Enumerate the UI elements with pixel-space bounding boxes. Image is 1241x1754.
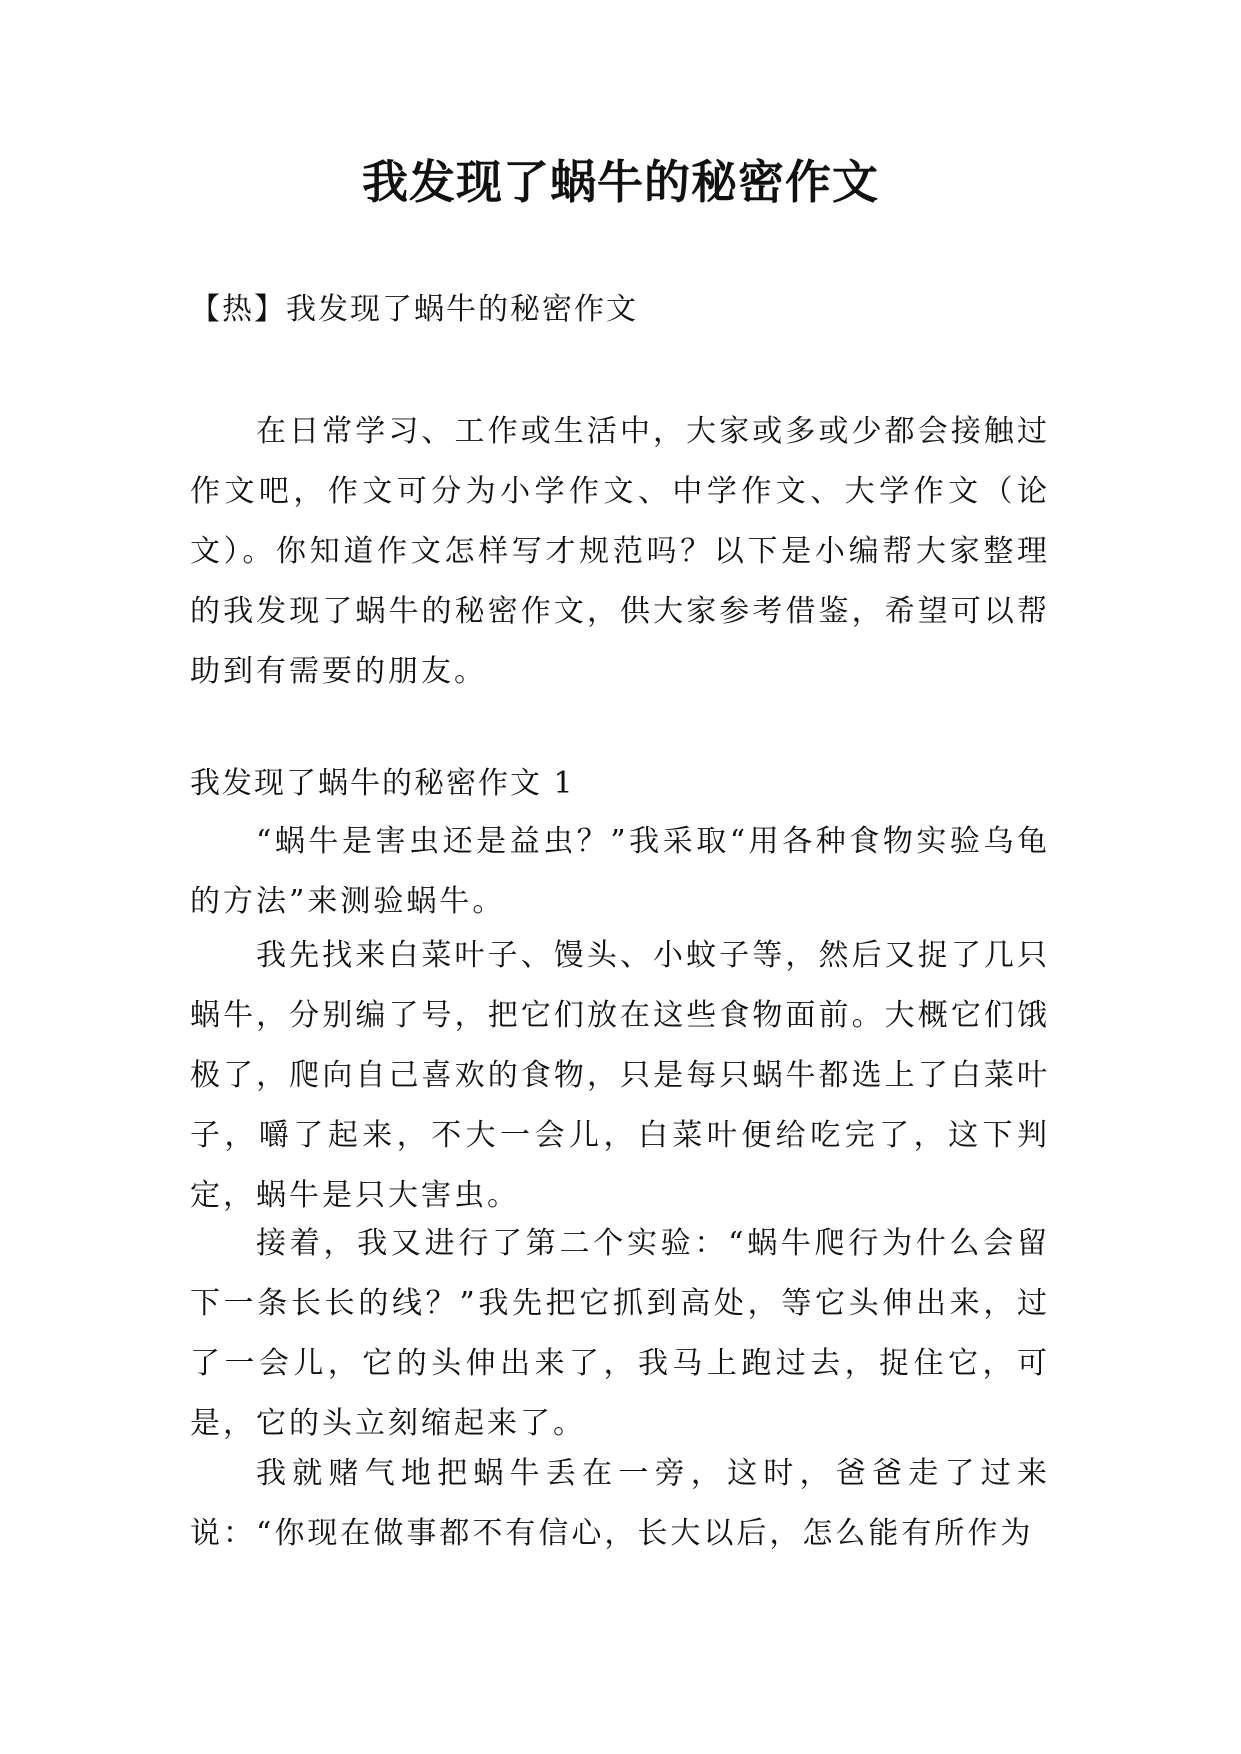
body-paragraph-1: “蜗牛是害虫还是益虫？”我采取“用各种食物实验乌龟的方法”来测验蜗牛。 <box>190 824 1050 919</box>
body-paragraph-3: 接着，我又进行了第二个实验：“蜗牛爬行为什么会留下一条长长的线？”我先把它抓到高处，等它头伸出来，过了一会儿，它的头伸出来了，我马上跑过去，捉住它，可是，它的头立刻缩起来了。 <box>190 1226 1050 1441</box>
document-title: 我发现了蜗牛的秘密作文 <box>362 155 879 209</box>
section-heading: 我发现了蜗牛的秘密作文 1 <box>190 766 575 801</box>
body-paragraph-2: 我先找来白菜叶子、馒头、小蚊子等，然后又捉了几只蜗牛，分别编了号，把它们放在这些食物面前。大概它们饿极了，爬向自己喜欢的食物，只是每只蜗牛都选上了白菜叶子，嚼了起来，不大一会儿，白菜叶便给吃完了，这下判定，蜗牛是只大害虫。 <box>190 938 1050 1213</box>
document-subtitle: 【热】我发现了蜗牛的秘密作文 <box>190 292 638 327</box>
body-paragraph-4: 我就赌气地把蜗牛丢在一旁，这时，爸爸走了过来说：“你现在做事都不有信心，长大以后，怎么能有所作为 <box>190 1456 1050 1551</box>
intro-paragraph: 在日常学习、工作或生活中，大家或多或少都会接触过作文吧，作文可分为小学作文、中学作文、大学作文（论文）。你知道作文怎样写才规范吗？以下是小编帮大家整理的我发现了蜗牛的秘密作文，供大家参考借鉴，希望可以帮助到有需要的朋友。 <box>190 414 1050 689</box>
